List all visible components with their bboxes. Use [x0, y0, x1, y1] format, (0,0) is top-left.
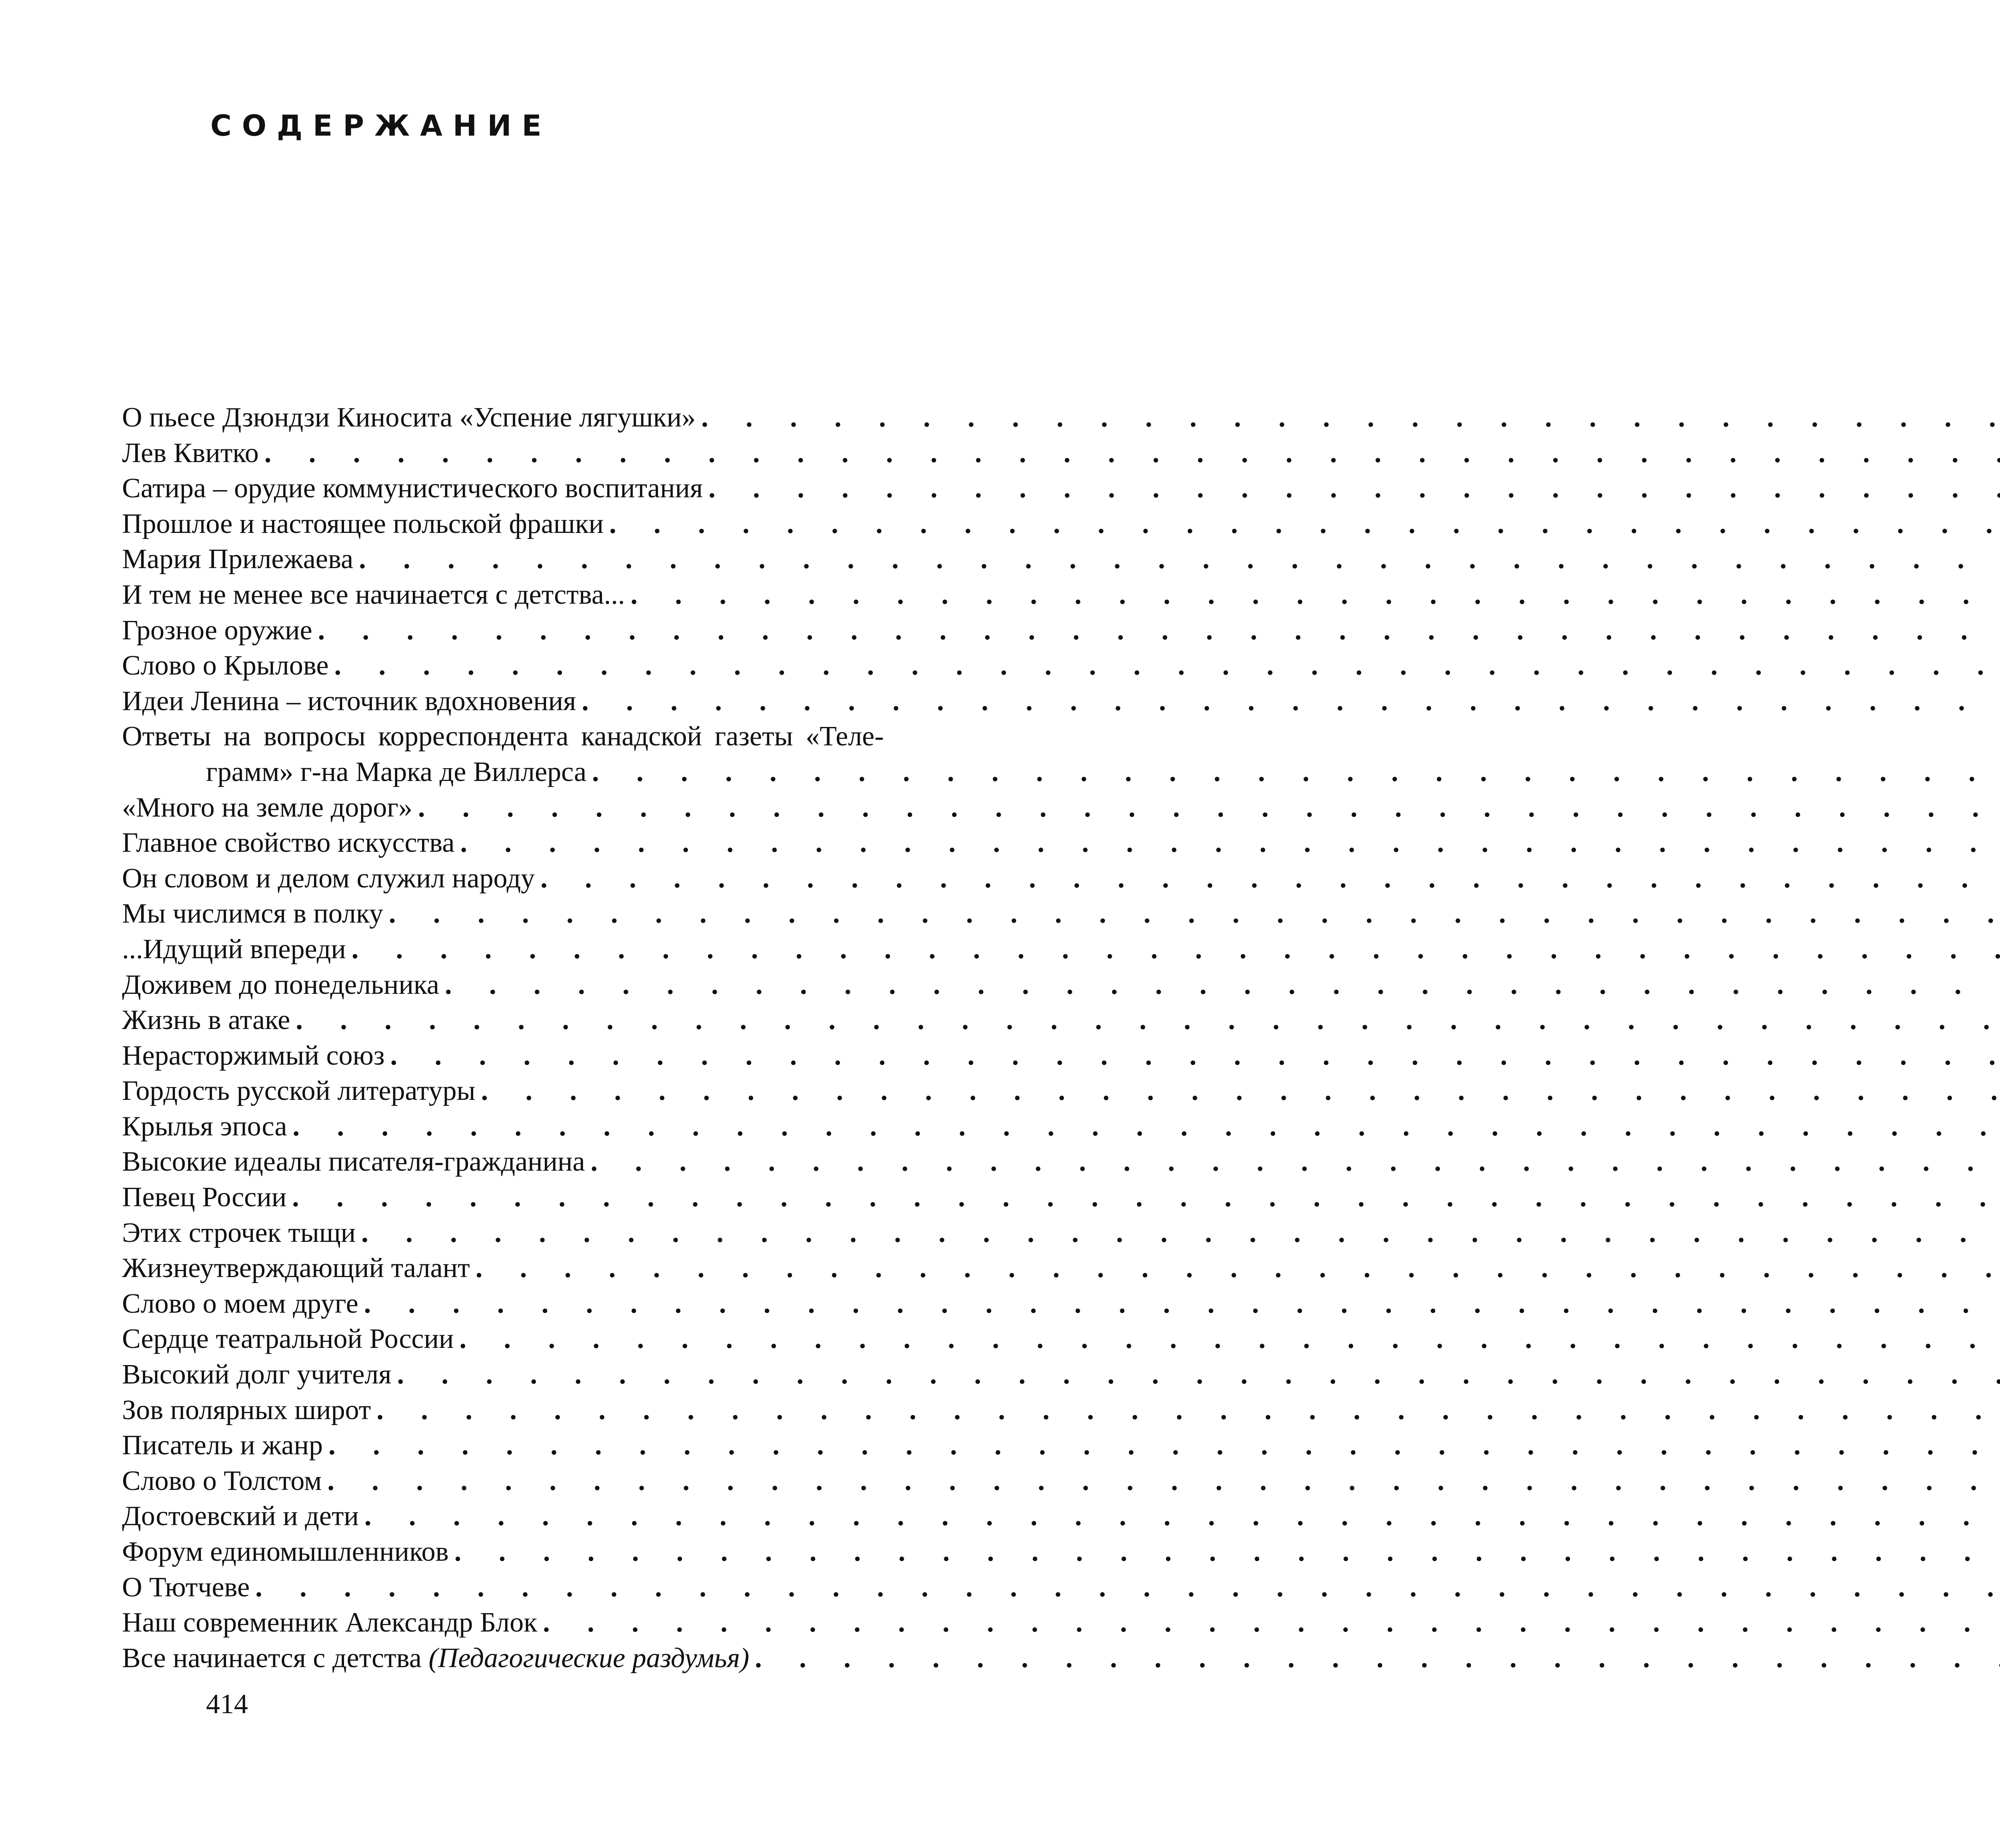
toc-entry: [122, 648, 1064, 684]
toc-entry-continuation: [122, 755, 1064, 790]
toc-entry-title: Достоевский и дети: [122, 1501, 359, 1532]
toc-entry: [122, 577, 1064, 613]
toc-entry-title: Мы числимся в полку: [122, 898, 384, 929]
toc-entry-title: Наш современник Александр Блок: [122, 1607, 538, 1638]
dot-leader: [454, 1534, 2000, 1570]
dot-leader: [701, 400, 2000, 436]
dot-leader: [390, 1038, 2000, 1074]
dot-leader: [376, 1393, 2000, 1428]
toc-entry-title: Прошлое и настоящее польской фрашки: [122, 508, 604, 539]
toc-entry: [122, 861, 1064, 897]
toc-entry-title: И тем не менее все начинается с детства...: [122, 579, 625, 610]
toc-entry: [122, 1109, 1064, 1145]
dot-leader: [481, 1073, 2000, 1109]
toc-entry-title: Главное свойство искусства: [122, 827, 455, 859]
toc-entry: [122, 1144, 1064, 1180]
toc-entry-title: Нерасторжимый союз: [122, 1040, 385, 1071]
toc-entry: [122, 1286, 1064, 1322]
toc-entry-title-continuation: грамм» г-на Марка де Виллерса: [206, 756, 587, 787]
toc-entry-first-line: [122, 719, 1064, 755]
dot-leader: [630, 577, 2000, 613]
toc-entry-title: Сатира – орудие коммунистического воспитания: [122, 473, 703, 504]
toc-entry: [122, 400, 1064, 436]
dot-leader: [590, 1144, 2000, 1180]
toc-entry: [122, 1428, 1064, 1464]
toc-entry-title: «Много на земле дорог»: [122, 792, 413, 823]
dot-leader: [264, 436, 2000, 471]
dot-leader: [540, 861, 2000, 897]
dot-leader: [296, 1003, 2000, 1038]
toc-entry-title: Певец России: [122, 1182, 287, 1213]
dot-leader: [543, 1605, 2000, 1641]
toc-entry: [122, 1038, 1064, 1074]
toc-entry-title: Доживем до понедельника: [122, 969, 440, 1000]
dot-leader: [755, 1641, 2000, 1676]
dot-leader: [418, 790, 2000, 826]
dot-leader: [255, 1570, 2000, 1606]
toc-entry-title: Все начинается с детства: [122, 1642, 422, 1674]
toc-entry-subtitle: (Педагогические раздумья): [428, 1642, 750, 1674]
dot-leader: [292, 1180, 2000, 1215]
toc-entry: [122, 1357, 1064, 1393]
toc-entry-title: О Тютчеве: [122, 1572, 250, 1603]
toc-entry-title: О пьесе Дзюндзи Киносита «Успение лягушки»: [122, 402, 696, 433]
toc-entry-title: Высокий долг учителя: [122, 1359, 392, 1390]
page-number: 414: [206, 1689, 248, 1720]
toc-entry-title: Мария Прилежаева: [122, 544, 354, 575]
toc-entry: [122, 825, 1064, 861]
toc-entry-title: Гордость русской литературы: [122, 1075, 476, 1107]
dot-leader: [334, 648, 2000, 684]
toc-entry: [122, 1641, 1064, 1676]
dot-leader: [445, 967, 2000, 1003]
toc-entry-title: Крылья эпоса: [122, 1111, 287, 1142]
dot-leader: [328, 1428, 2000, 1464]
toc-entry: [122, 1499, 1064, 1534]
table-of-contents: [122, 400, 1064, 1676]
toc-entry: [122, 790, 1064, 826]
toc-entry: [122, 471, 1064, 507]
toc-entry: [122, 1180, 1064, 1215]
toc-entry-title: Ответы на вопросы корреспондента канадской газеты «Теле-: [122, 721, 884, 752]
toc-entry-title: Слово о моем друге: [122, 1288, 358, 1319]
toc-entry-title: Жизнь в атаке: [122, 1005, 290, 1036]
toc-entry-title: Этих строчек тыщи: [122, 1217, 356, 1248]
dot-leader: [582, 684, 2000, 719]
toc-entry-title: Грозное оружие: [122, 615, 312, 646]
dot-leader: [708, 471, 2000, 507]
toc-entry-title: Идеи Ленина – источник вдохновения: [122, 685, 576, 717]
toc-entry: [122, 1570, 1064, 1606]
toc-entry-title: Лев Квитко: [122, 437, 259, 469]
toc-entry-title: Писатель и жанр: [122, 1430, 323, 1461]
toc-entry-title-group: [122, 1641, 749, 1676]
dot-leader: [359, 542, 2000, 577]
page-title: СОДЕРЖАНИЕ: [210, 109, 552, 142]
toc-entry: [122, 542, 1064, 577]
toc-entry: [122, 613, 1064, 649]
dot-leader: [327, 1464, 2000, 1499]
toc-entry: [122, 1321, 1064, 1357]
toc-entry: [122, 1215, 1064, 1251]
toc-entry-title: Жизнеутверждающий талант: [122, 1253, 470, 1284]
dot-leader: [389, 896, 2000, 932]
toc-entry: [122, 1393, 1064, 1428]
toc-entry: [122, 1464, 1064, 1499]
toc-entry-title: Форум единомышленников: [122, 1536, 449, 1567]
dot-leader: [609, 507, 2000, 542]
toc-entry: [122, 684, 1064, 719]
dot-leader: [460, 825, 2000, 861]
dot-leader: [397, 1357, 2000, 1393]
toc-entry-title: Слово о Толстом: [122, 1465, 322, 1496]
toc-entry-title: Зов полярных широт: [122, 1394, 371, 1426]
toc-entry: [122, 896, 1064, 932]
toc-entry: [122, 967, 1064, 1003]
toc-entry-title: ...Идущий впереди: [122, 933, 346, 965]
dot-leader: [460, 1321, 2000, 1357]
toc-entry: [122, 1534, 1064, 1570]
toc-entry: [122, 436, 1064, 471]
dot-leader: [364, 1286, 2000, 1322]
toc-entry: [122, 1251, 1064, 1286]
dot-leader: [592, 755, 2000, 790]
dot-leader: [293, 1109, 2000, 1145]
dot-leader: [476, 1251, 2000, 1286]
dot-leader: [361, 1215, 2000, 1251]
toc-entry-title: Слово о Крылове: [122, 650, 329, 681]
toc-entry: [122, 932, 1064, 967]
dot-leader: [364, 1499, 2000, 1534]
toc-entry-title: Он словом и делом служил народу: [122, 863, 535, 894]
dot-leader: [318, 613, 2000, 649]
toc-entry: [122, 1605, 1064, 1641]
toc-entry: [122, 507, 1064, 542]
toc-entry-title: Высокие идеалы писателя-гражданина: [122, 1146, 585, 1177]
toc-entry: [122, 1073, 1064, 1109]
toc-entry-title: Сердце театральной России: [122, 1323, 454, 1355]
dot-leader: [352, 932, 2000, 967]
toc-entry: [122, 1003, 1064, 1038]
